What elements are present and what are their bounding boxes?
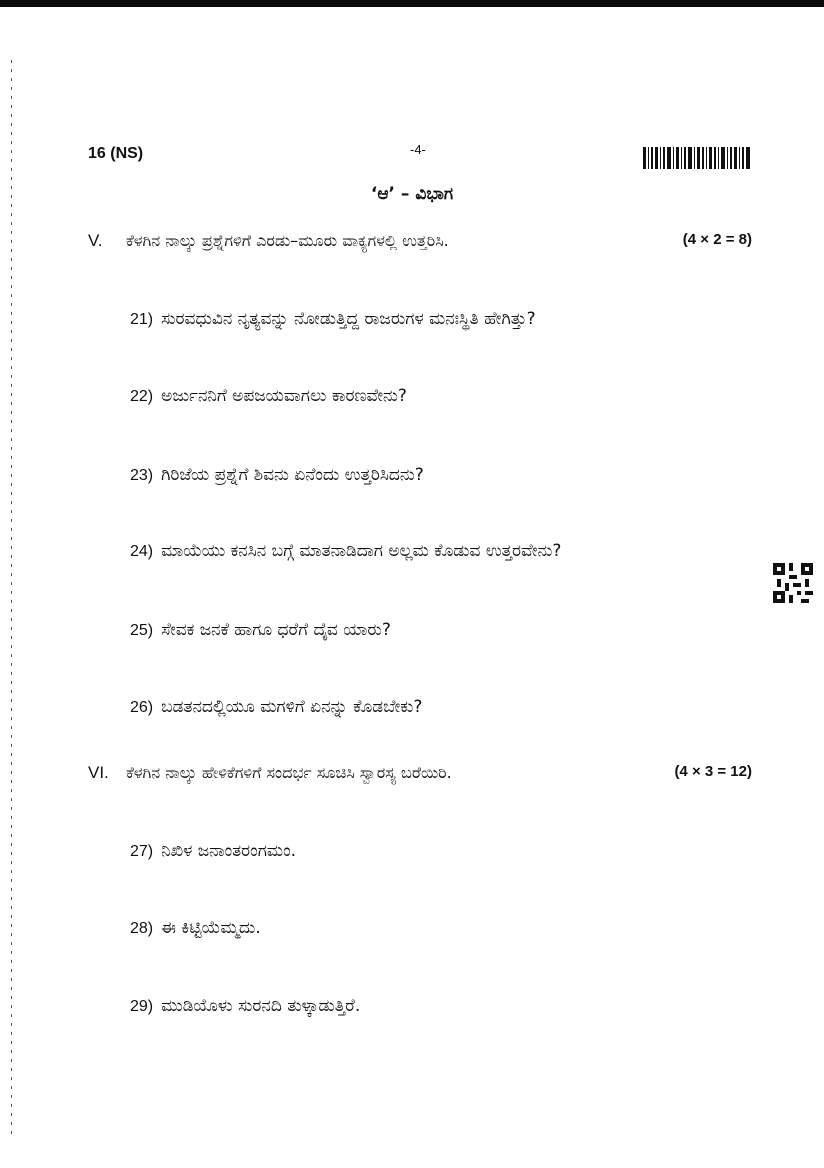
paper-code: 16 (NS)	[88, 145, 144, 162]
scan-left-edge	[11, 60, 12, 1140]
question-text: ಬಡತನದಲ್ಲಿಯೂ ಮಗಳಿಗೆ ಏನನ್ನು ಕೊಡಬೇಕು?	[161, 697, 423, 717]
barcode-icon	[643, 147, 750, 169]
page-top-border	[0, 0, 824, 7]
section-roman: V.	[88, 231, 103, 250]
question-number: 28)	[130, 920, 154, 937]
question-text: ನಿಖಿಳ ಜನಾಂತರಂಗಮಂ.	[161, 841, 296, 861]
question-text: ಮುಡಿಯೊಳು ಸುರನದಿ ತುಳ್ಕಾಡುತ್ತಿರೆ.	[161, 996, 361, 1016]
section-title: ‘ಆ’ – ವಿಭಾಗ	[370, 184, 454, 204]
question-number: 21)	[130, 311, 154, 328]
question-22	[130, 386, 407, 406]
question-text: ಸುರವಧುವಿನ ನೃತ್ಯವನ್ನು ನೋಡುತ್ತಿದ್ದ ರಾಜರುಗಳ ಮನಃಸ್ಥಿತಿ ಹೇಗಿತ್ತು?	[161, 309, 536, 329]
question-text: ಗಿರಿಜೆಯ ಪ್ರಶ್ನೆಗೆ ಶಿವನು ಏನೆಂದು ಉತ್ತರಿಸಿದನು?	[161, 465, 424, 485]
question-25	[130, 620, 391, 640]
question-29	[130, 996, 360, 1016]
section-marks: (4 × 2 = 8)	[682, 231, 752, 248]
question-21	[130, 309, 536, 329]
qr-code-icon	[773, 563, 813, 603]
question-number: 25)	[130, 622, 154, 639]
question-number: 23)	[130, 467, 154, 484]
question-text: ಈ ಕಿಟ್ಟಿಯೆಮ್ಮದು.	[161, 918, 261, 938]
question-number: 22)	[130, 388, 154, 405]
page-number: -4-	[410, 142, 426, 157]
question-27	[130, 841, 296, 861]
section-marks: (4 × 3 = 12)	[674, 763, 752, 780]
question-26	[130, 697, 422, 717]
question-number: 26)	[130, 699, 154, 716]
question-text: ಮಾಯೆಯು ಕನಸಿನ ಬಗ್ಗೆ ಮಾತನಾಡಿದಾಗ ಅಲ್ಲಮ ಕೊಡುವ ಉತ್ತರವೇನು?	[161, 541, 562, 561]
question-number: 24)	[130, 543, 154, 560]
question-number: 29)	[130, 998, 154, 1015]
question-text: ಸೇವಕ ಜನಕೆ ಹಾಗೂ ಧರೆಗೆ ದೈವ ಯಾರು?	[161, 620, 391, 640]
question-number: 27)	[130, 843, 154, 860]
section-instruction: ಕೆಳಗಿನ ನಾಲ್ಕು ಪ್ರಶ್ನೆಗಳಿಗೆ ಎರಡು–ಮೂರು ವಾಕ್ಯಗಳಲ್ಲಿ ಉತ್ತರಿಸಿ.	[126, 231, 449, 250]
question-text: ಅರ್ಜುನನಿಗೆ ಅಪಜಯವಾಗಲು ಕಾರಣವೇನು?	[161, 386, 407, 406]
section-roman: VI.	[88, 763, 109, 782]
section-instruction: ಕೆಳಗಿನ ನಾಲ್ಕು ಹೇಳಿಕೆಗಳಿಗೆ ಸಂದರ್ಭ ಸೂಚಿಸಿ ಸ್ವಾರಸ್ಯ ಬರೆಯಿರಿ.	[126, 763, 452, 782]
question-23	[130, 465, 424, 485]
question-28	[130, 918, 261, 938]
question-24	[130, 541, 561, 561]
